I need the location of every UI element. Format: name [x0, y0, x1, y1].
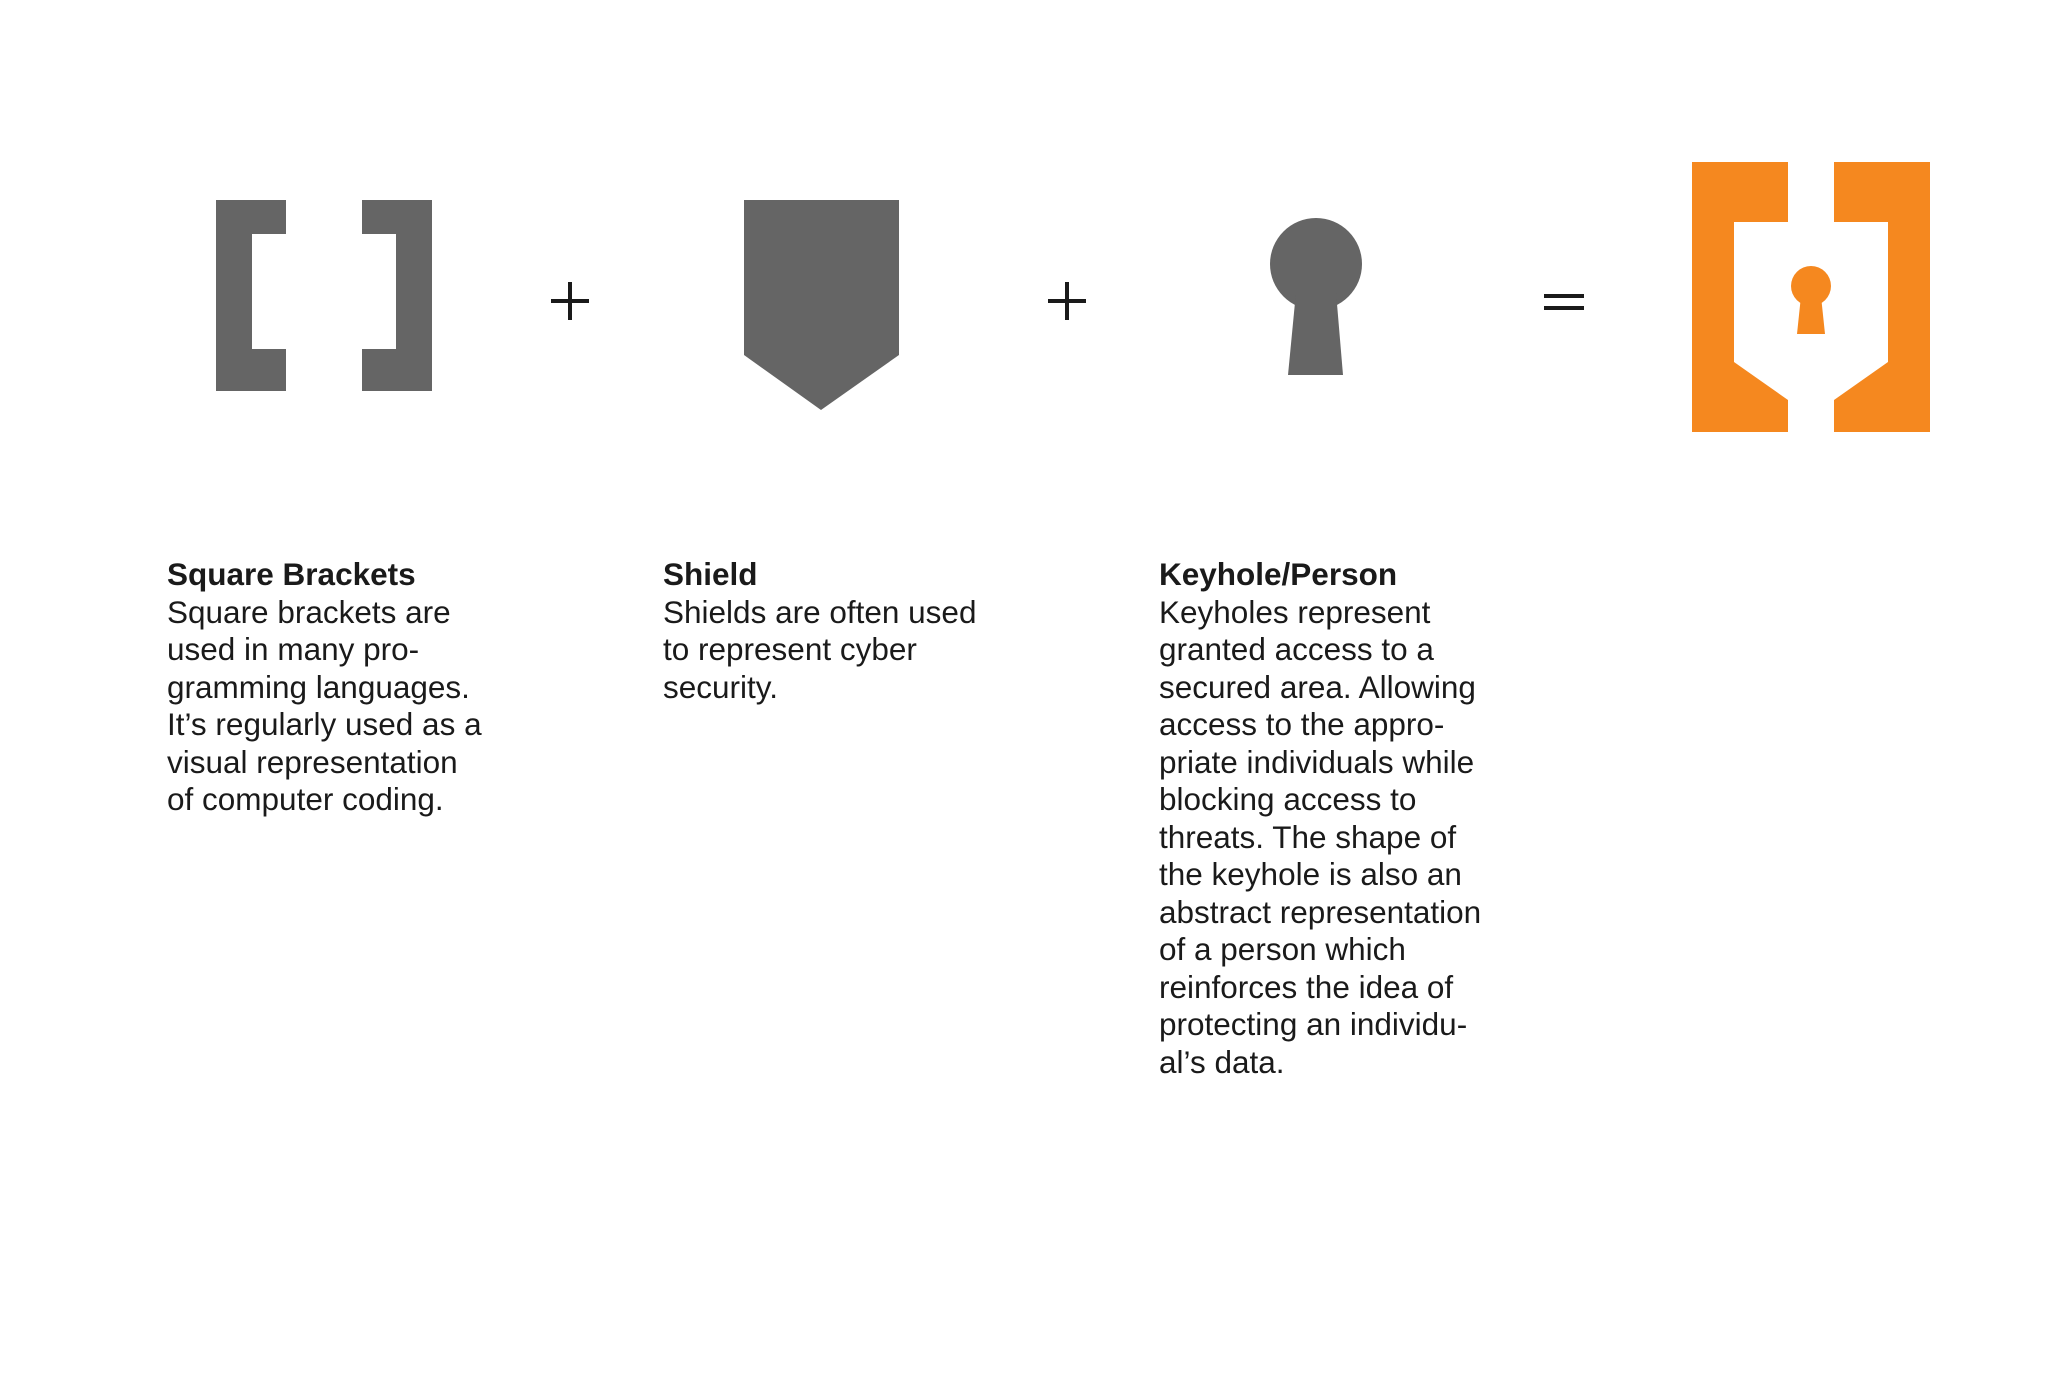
plus-operator	[551, 282, 589, 320]
keyhole-icon	[1268, 218, 1364, 378]
combined-logo-icon	[1692, 162, 1932, 434]
square-brackets-icon	[216, 200, 432, 392]
description-body: Keyholes represent granted access to a secured area. Allowing access to the appro- priate individuals while blocking access to threats. The shape of the keyhole is also an abstract representation of a person which reinforces the idea of protecting an individu- al’s data.	[1159, 593, 1482, 1080]
description-keyhole-person	[1159, 556, 1499, 1081]
description-shield	[663, 556, 1003, 706]
plus-operator	[1048, 282, 1086, 320]
equals-operator	[1544, 292, 1584, 312]
description-title: Square Brackets	[167, 556, 416, 592]
description-title: Shield	[663, 556, 758, 592]
description-square-brackets	[167, 556, 507, 819]
description-title: Keyhole/Person	[1159, 556, 1398, 592]
description-body: Square brackets are used in many pro- gramming languages. It’s regularly used as a visual representation of computer coding.	[167, 593, 482, 817]
shield-icon	[744, 200, 900, 412]
description-body: Shields are often used to represent cyber security.	[663, 593, 977, 705]
